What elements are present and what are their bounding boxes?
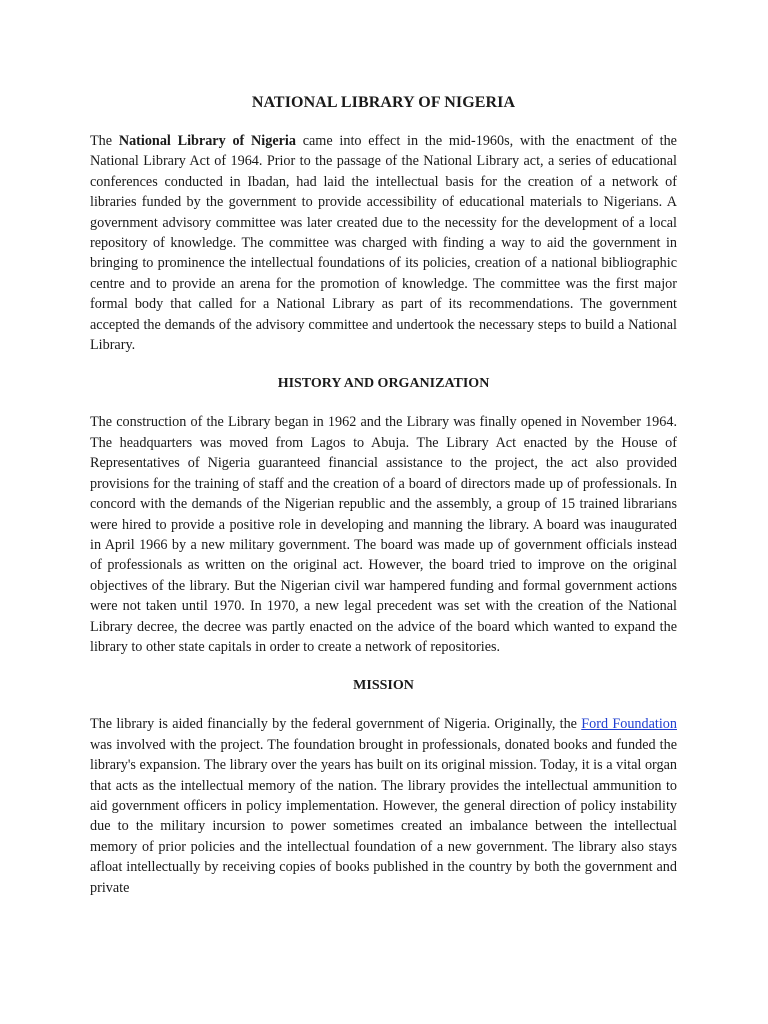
mission-text: was involved with the project. The foundation brought in professionals, donated books and funded the library's expansion. The library over the years has built on its original mission. Today, it is a vital organ that acts as the intellectual memory of the nation. The library provides the intellectual ammunition to aid government officers in policy implementation. However, the general direction of policy instability due to the military incursion to power sometimes created an imbalance between the intellectual memory of prior policies and the intellectual foundation of a new government. The library also stays afloat intellectually by receiving copies of books published in the country by both the government and private	[90, 736, 677, 896]
history-paragraph: The construction of the Library began in 1962 and the Library was finally opened in November 1964. The headquarters was moved from Lagos to Abuja. The Library Act enacted by the House of Representatives of Nigeria guaranteed financial assistance to the project, the act also provided provisions for the training of staff and the creation of a board of directors made up of professionals. In concord with the demands of the Nigerian republic and the assembly, a group of 15 trained librarians were hired to provide a positive role in developing and manning the library. A board was inaugurated in April 1966 by a new military government. The board was made up of government officials instead of professionals as written on the original act. However, the board tried to improve on the original objectives of the library. But the Nigerian civil war hampered funding and formal government actions were not taken until 1970. In 1970, a new legal precedent was set with the creation of the National Library decree, the decree was partly enacted on the advice of the board which wanted to expand the library to other state capitals in order to create a network of repositories.	[90, 414, 677, 655]
mission-lead: The library is aided financially by the federal government of Nigeria. Originally, the	[90, 716, 582, 733]
document-title: NATIONAL LIBRARY OF NIGERIA	[251, 94, 516, 111]
document-page	[90, 92, 677, 898]
intro-text: came into effect in the mid-1960s, with the enactment of the National Library Act of 1964. Prior to the passage of the National Library act, a series of educational conferences conducted in Ibadan, had laid the intellectual basis for the creation of a network of libraries funded by the government to provide accessibility of educational materials to Nigerians. A government advisory committee was later created due to the necessity for the development of a local repository of knowledge. The committee was charged with finding a way to aid the government in bringing to prominence the intellectual foundations of its policies, creation of a national bibliographic centre and to provide an arena for the promotion of knowledge. The committee was the first major formal body that called for a National Library as part of its recommendations. The government accepted the demands of the advisory committee and undertook the necessary steps to build a National Library.	[90, 133, 677, 354]
intro-lead: The	[90, 133, 119, 149]
ford-foundation-link[interactable]: Ford Foundation	[581, 716, 677, 733]
history-heading: HISTORY AND ORGANIZATION	[277, 376, 490, 392]
intro-bold-term: National Library of Nigeria	[118, 133, 296, 149]
mission-heading: MISSION	[353, 678, 414, 694]
mission-paragraph	[90, 714, 677, 898]
intro-paragraph	[90, 131, 677, 355]
